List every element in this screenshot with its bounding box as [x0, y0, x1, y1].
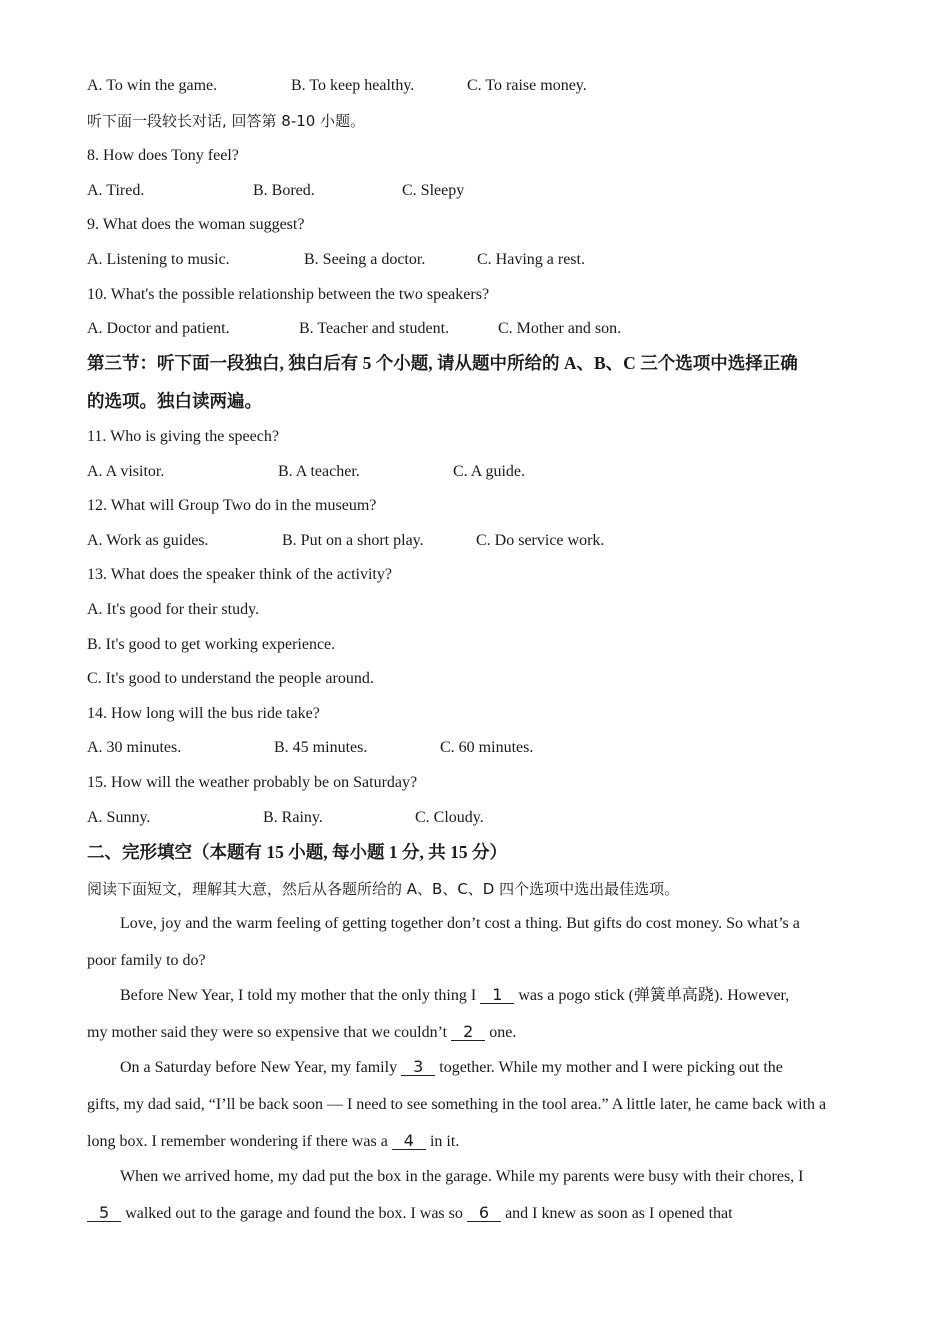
q8-question: 8. How does Tony feel?: [87, 147, 239, 164]
passage-text: my mother said they were so expensive that we couldn’t: [87, 1024, 448, 1041]
q14-option-b: B. 45 minutes.: [274, 739, 368, 756]
passage-text: long box. I remember wondering if there was a: [87, 1133, 388, 1150]
q9-option-c: C. Having a rest.: [477, 251, 585, 268]
passage-text: one.: [489, 1024, 517, 1041]
q10-question: 10. What's the possible relationship between the two speakers?: [87, 286, 490, 303]
q11-question: 11. Who is giving the speech?: [87, 428, 279, 445]
q9-option-a: A. Listening to music.: [87, 251, 230, 268]
passage-text: and I knew as soon as I opened that: [505, 1205, 733, 1222]
q15-option-b: B. Rainy.: [263, 809, 323, 826]
passage-text: On a Saturday before New Year, my family: [120, 1059, 398, 1076]
q13-question: 13. What does the speaker think of the activity?: [87, 566, 392, 583]
q13-option-b: B. It's good to get working experience.: [87, 636, 336, 653]
part2-instruction: 阅读下面短文，理解其大意，然后从各题所给的 A、B、C、D 四个选项中选出最佳选项。: [87, 880, 680, 898]
q11-option-b: B. A teacher.: [278, 463, 360, 480]
blank-5: 5: [87, 1204, 121, 1222]
passage-p1-line1: Love, joy and the warm feeling of getting together don’t cost a thing. But gifts do cost money. So what’s a: [120, 915, 800, 932]
passage-text: Before New Year, I told my mother that the only thing I: [120, 987, 477, 1004]
section3-heading-line1: 第三节：听下面一段独白, 独白后有 5 个小题, 请从题中所给的 A、B、C 三个选项中选择正确: [87, 353, 798, 373]
passage-text: together. While my mother and I were picking out the: [439, 1059, 783, 1076]
passage-text: in it.: [429, 1133, 460, 1150]
q7-option-b: B. To keep healthy.: [291, 77, 415, 94]
q14-option-a: A. 30 minutes.: [87, 739, 182, 756]
q10-option-c: C. Mother and son.: [498, 320, 622, 337]
part2-heading: 二、完形填空（本题有 15 小题, 每小题 1 分, 共 15 分）: [87, 842, 507, 862]
q12-option-a: A. Work as guides.: [87, 532, 209, 549]
q7-option-a: A. To win the game.: [87, 77, 218, 94]
q15-option-c: C. Cloudy.: [415, 809, 484, 826]
dialog-intro: 听下面一段较长对话, 回答第 8-10 小题。: [87, 112, 366, 130]
blank-1: 1: [480, 986, 514, 1004]
q9-option-b: B. Seeing a doctor.: [304, 251, 426, 268]
q8-option-c: C. Sleepy: [402, 182, 465, 199]
q14-question: 14. How long will the bus ride take?: [87, 705, 320, 722]
q15-option-a: A. Sunny.: [87, 809, 151, 826]
q8-option-b: B. Bored.: [253, 182, 315, 199]
blank-6: 6: [467, 1204, 501, 1222]
q11-option-c: C. A guide.: [453, 463, 526, 480]
passage-p4-line2: [87, 1204, 733, 1224]
passage-p3-line2: gifts, my dad said, “I’ll be back soon — I need to see something in the tool area.” A little later, he came back with a: [87, 1096, 827, 1113]
q11-option-a: A. A visitor.: [87, 463, 165, 480]
passage-p3-line3: [87, 1132, 459, 1152]
q13-option-a: A. It's good for their study.: [87, 601, 260, 618]
q12-option-b: B. Put on a short play.: [282, 532, 424, 549]
passage-text: was a pogo stick (弹簧单高跷). However,: [518, 987, 790, 1004]
passage-p2-line1: [120, 986, 789, 1006]
passage-p4-line1: When we arrived home, my dad put the box in the garage. While my parents were busy with their chores, I: [120, 1168, 804, 1185]
q10-option-a: A. Doctor and patient.: [87, 320, 230, 337]
section3-heading-line2: 的选项。独白读两遍。: [87, 391, 262, 411]
blank-4: 4: [392, 1132, 426, 1150]
q9-question: 9. What does the woman suggest?: [87, 216, 305, 233]
blank-2: 2: [451, 1023, 485, 1041]
q14-option-c: C. 60 minutes.: [440, 739, 534, 756]
blank-3: 3: [401, 1058, 435, 1076]
passage-p3-line1: [120, 1058, 783, 1078]
q13-option-c: C. It's good to understand the people around.: [87, 670, 374, 687]
q10-option-b: B. Teacher and student.: [299, 320, 450, 337]
passage-text: walked out to the garage and found the box. I was so: [125, 1205, 463, 1222]
q7-option-c: C. To raise money.: [467, 77, 587, 94]
q15-question: 15. How will the weather probably be on Saturday?: [87, 774, 418, 791]
q12-option-c: C. Do service work.: [476, 532, 605, 549]
q8-option-a: A. Tired.: [87, 182, 145, 199]
passage-p1-line2: poor family to do?: [87, 952, 206, 969]
passage-p2-line2: [87, 1023, 516, 1043]
q12-question: 12. What will Group Two do in the museum?: [87, 497, 377, 514]
